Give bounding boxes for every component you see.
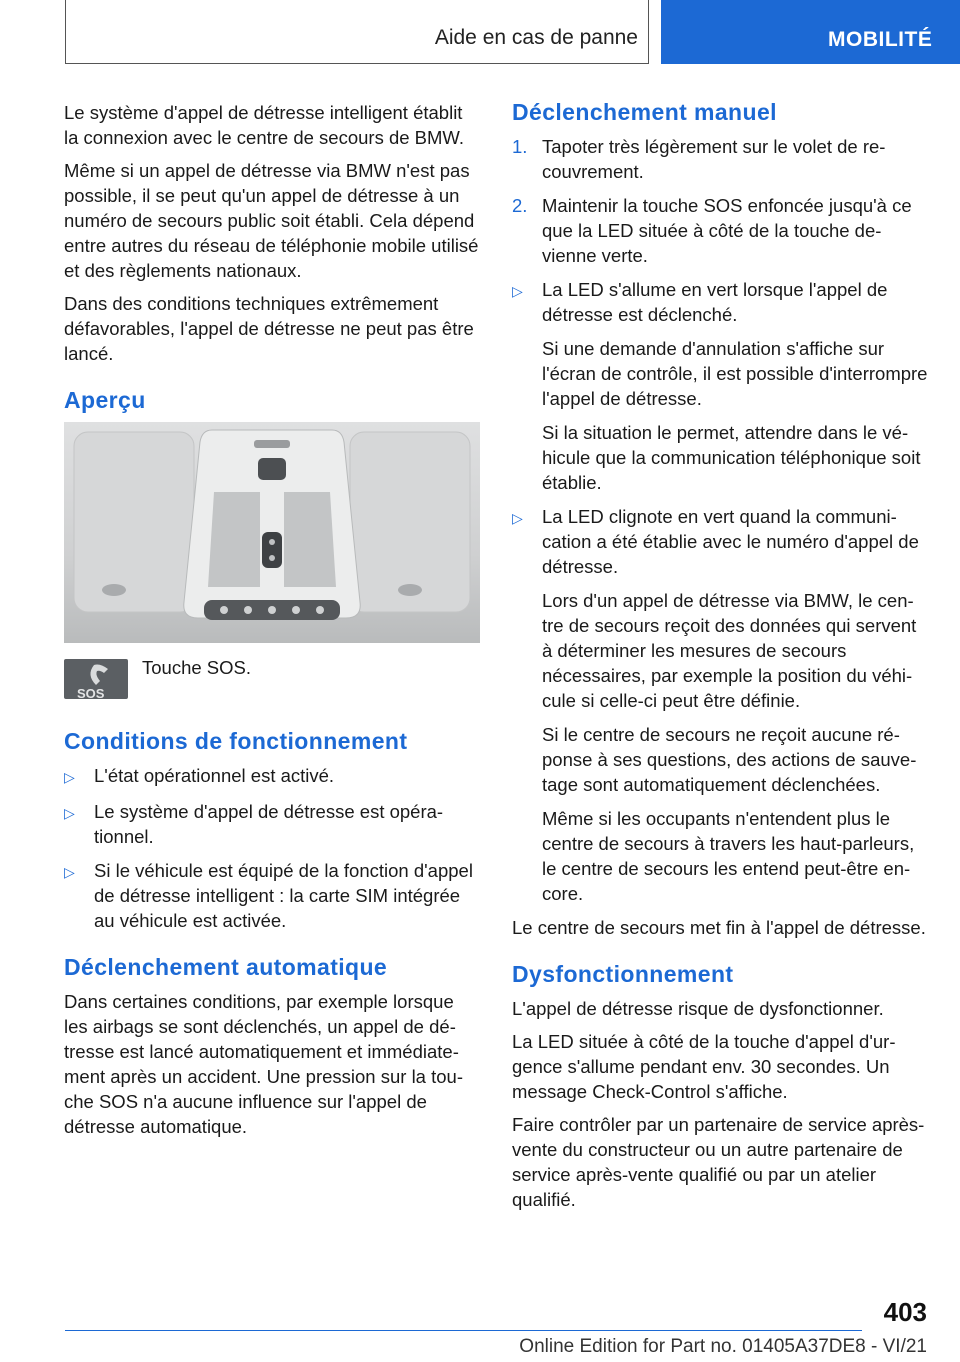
heading-dysfonctionnement: Dysfonctionnement <box>512 961 734 987</box>
chapter-tab[interactable]: MOBILITÉ <box>661 0 960 64</box>
section-title: Aide en cas de panne <box>434 26 638 49</box>
sub-paragraph: Si le centre de secours ne reçoit aucune réponse à ses questions, des actions de sauvetage sont automatiquement déclenchées. <box>542 724 917 795</box>
sos-caption: Touche SOS. <box>142 657 252 678</box>
list-item: ▷ L'état opérationnel est activé. <box>64 763 480 790</box>
sos-button-icon <box>64 659 128 699</box>
paragraph: L'appel de détresse risque de dysfonctionner. <box>512 998 884 1019</box>
heading-auto: Déclenchement automatique <box>64 954 388 980</box>
heading-manual: Déclenchement manuel <box>512 99 777 125</box>
list-item: ▷ Le système d'appel de détresse est opérationnel. <box>64 801 444 847</box>
sub-paragraph: Lors d'un appel de détresse via BMW, le centre de secours reçoit des données qui servent à déterminer les mesures de secours nécessaires, par exemple la position du véhicule si celle-ci peut être définie. <box>542 590 917 711</box>
sos-icon-label: SOS <box>77 686 105 701</box>
paragraph: Faire contrôler par un partenaire de service après-vente du constructeur ou un autre partenaire de service après-vente qualifié ou par un atelier qualifié. <box>512 1114 925 1210</box>
heading-conditions: Conditions de fonctionnement <box>64 728 408 754</box>
page-number: 403 <box>883 1297 927 1327</box>
step-item: 1. Tapoter très légèrement sur le volet de recouvrement. <box>512 136 886 182</box>
edition-note: Online Edition for Part no. 01405A37DE8 - VI/21 <box>519 1336 927 1357</box>
list-item: ▷ La LED s'allume en vert lorsque l'appel de détresse est déclenché. <box>512 279 888 325</box>
paragraph: Le système d'appel de détresse intelligent établit la connexion avec le centre de secours de BMW. <box>64 102 465 148</box>
footer-divider <box>65 1330 862 1331</box>
paragraph: Dans certaines conditions, par exemple lorsque les airbags se sont déclenchés, un appel de détresse est lancé automatiquement et immédiatement après un accident. Une pression sur la touche SOS n'a aucune influence sur l'appel de détresse automatique. <box>64 991 463 1137</box>
paragraph: Le centre de secours met fin à l'appel de détresse. <box>512 917 926 938</box>
triangle-bullet-icon: ▷ <box>64 769 75 785</box>
triangle-bullet-icon: ▷ <box>64 864 75 880</box>
triangle-bullet-icon: ▷ <box>512 510 523 526</box>
sub-paragraph: Si une demande d'annulation s'affiche sur l'écran de contrôle, il est possible d'interrompre l'appel de détresse. <box>542 338 928 409</box>
paragraph: La LED située à côté de la touche d'appel d'urgence s'allume pendant env. 30 secondes. Un message Check-Control s'affiche. <box>512 1031 896 1102</box>
overhead-console-photo <box>64 422 480 643</box>
triangle-bullet-icon: ▷ <box>512 283 523 299</box>
right-column <box>512 100 928 1220</box>
paragraph: Dans des conditions techniques extrêmement défavorables, l'appel de détresse ne peut pas être lancé. <box>64 293 474 364</box>
sos-legend <box>64 659 480 699</box>
sub-paragraph: Même si les occupants n'entendent plus le centre de secours à travers les haut-parleurs, le centre de secours les entend peut-être encore. <box>542 808 915 904</box>
left-column <box>64 100 480 1147</box>
sub-paragraph: Si la situation le permet, attendre dans le véhicule que la communication téléphonique soit établie. <box>542 422 921 493</box>
overhead-console-illustration <box>64 422 480 643</box>
paragraph: Même si un appel de détresse via BMW n'est pas possible, il se peut qu'un appel de détresse à un numéro de secours public soit établi. Cela dépend entre autres du réseau de téléphonie mobile utilisé et des règlements nationaux. <box>64 160 479 281</box>
list-item: ▷ La LED clignote en vert quand la communication a été établie avec le numéro d'appel de détresse. <box>512 506 919 577</box>
list-item: ▷ Si le véhicule est équipé de la fonction d'appel de détresse intelligent : la carte SIM intégrée au véhicule est activée. <box>64 860 473 931</box>
step-item: 2. Maintenir la touche SOS enfoncée jusqu'à ce que la LED située à côté de la touche devienne verte. <box>512 195 912 266</box>
triangle-bullet-icon: ▷ <box>64 805 75 821</box>
heading-apercu: Aperçu <box>64 387 146 413</box>
